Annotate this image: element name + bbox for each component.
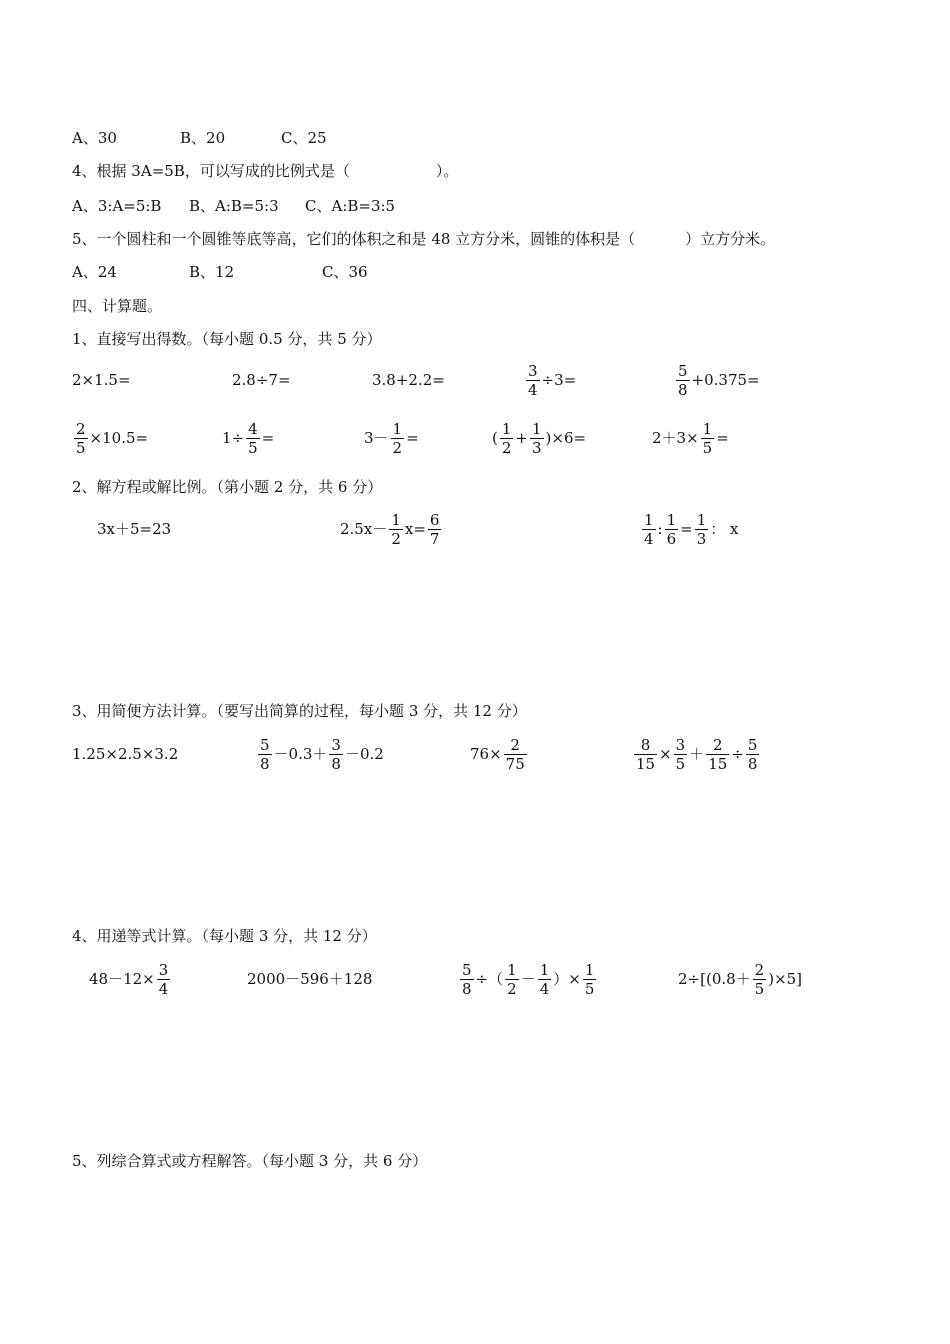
q3-option-b: B、20 xyxy=(180,129,226,147)
p1-expr-2: 2.8÷7= xyxy=(232,370,291,389)
p2-proportion-3: $\frac{1}{4}$ : $\frac{1}{6}$ = $\frac{1}{3}$ ： x xyxy=(644,510,739,548)
q4-option-b: B、A:B=5:3 xyxy=(189,197,279,215)
q4-option-a: A、3:A=5:B xyxy=(72,197,162,215)
p1-expr-8: 3－ $\frac{1}{2}$ = xyxy=(364,419,419,457)
fraction: $\frac{2}{15}$ xyxy=(708,735,728,773)
p1-expr-10: 2＋3× $\frac{1}{5}$ = xyxy=(652,419,729,457)
q3-option-c: C、25 xyxy=(281,129,327,147)
fraction: $\frac{1}{6}$ xyxy=(666,510,677,548)
fraction: $\frac{1}{3}$ xyxy=(696,510,707,548)
part3-title: 3、用简便方法计算。（要写出简算的过程，每小题 3 分，共 12 分） xyxy=(72,702,527,720)
p2-equation-1: 3x＋5=23 xyxy=(97,519,172,538)
p1-expr-3: 3.8+2.2= xyxy=(372,370,445,389)
q5-text-post: ）立方分米。 xyxy=(685,230,776,248)
fraction: $\frac{3}{8}$ xyxy=(331,735,341,773)
part1-title: 1、直接写出得数。（每小题 0.5 分，共 5 分） xyxy=(72,330,382,348)
p1-expr-7: 1÷ $\frac{4}{5}$ = xyxy=(222,419,275,457)
p3-expr-3: 76× $\frac{2}{75}$ xyxy=(470,735,525,773)
p4-expr-2: 2000－596＋128 xyxy=(247,969,373,988)
fraction: $\frac{1}{5}$ xyxy=(702,419,713,457)
fraction: $\frac{1}{3}$ xyxy=(531,419,542,457)
part4-title: 4、用递等式计算。（每小题 3 分，共 12 分） xyxy=(72,927,377,945)
fraction: $\frac{5}{8}$ xyxy=(462,960,472,998)
q4-text-pre: 4、根据 3A=5B，可以写成的比例式是（ xyxy=(72,162,350,180)
fraction: $\frac{2}{75}$ xyxy=(505,735,525,773)
p1-expr-5: $\frac{5}{8}$ +0.375= xyxy=(678,361,760,399)
q5-option-a: A、24 xyxy=(72,263,117,281)
fraction: $\frac{1}{2}$ xyxy=(392,419,403,457)
fraction: $\frac{1}{4}$ xyxy=(644,510,654,548)
fraction: $\frac{1}{2}$ xyxy=(391,510,401,548)
q4-option-c: C、A:B=3:5 xyxy=(305,197,396,215)
fraction: $\frac{5}{8}$ xyxy=(747,735,758,773)
fraction: $\frac{1}{2}$ xyxy=(507,960,517,998)
q5-option-c: C、36 xyxy=(322,263,368,281)
fraction: $\frac{2}{5}$ xyxy=(76,419,86,457)
p2-equation-2: 2.5x－ $\frac{1}{2}$ x= $\frac{6}{7}$ xyxy=(340,510,440,548)
fraction: $\frac{8}{15}$ xyxy=(636,735,656,773)
p1-expr-1: 2×1.5= xyxy=(72,370,131,389)
fraction: $\frac{4}{5}$ xyxy=(248,419,258,457)
q5-option-b: B、12 xyxy=(189,263,235,281)
q5-text-pre: 5、一个圆柱和一个圆锥等底等高，它们的体积之和是 48 立方分米，圆锥的体积是（ xyxy=(72,230,636,248)
fraction: $\frac{1}{4}$ xyxy=(539,960,550,998)
part5-title: 5、列综合算式或方程解答。（每小题 3 分，共 6 分） xyxy=(72,1152,428,1170)
fraction: $\frac{5}{8}$ xyxy=(678,361,688,399)
p3-expr-2: $\frac{5}{8}$ －0.3＋ $\frac{3}{8}$ －0.2 xyxy=(260,735,384,773)
p3-expr-4: $\frac{8}{15}$ × $\frac{3}{5}$ ＋ $\frac{2}{15}$ ÷ $\frac{5}{8}$ xyxy=(636,735,758,773)
fraction: $\frac{5}{8}$ xyxy=(260,735,270,773)
part2-title: 2、解方程或解比例。（第小题 2 分，共 6 分） xyxy=(72,478,383,496)
p1-expr-9: ( $\frac{1}{2}$ + $\frac{1}{3}$ )×6= xyxy=(492,419,587,457)
p1-expr-6: $\frac{2}{5}$ ×10.5= xyxy=(76,419,149,457)
fraction: $\frac{3}{4}$ xyxy=(158,960,169,998)
section-title: 四、计算题。 xyxy=(72,297,163,315)
q3-option-a: A、30 xyxy=(72,129,117,147)
q4-text-post: ）。 xyxy=(435,162,459,180)
p1-expr-4: $\frac{3}{4}$ ÷3= xyxy=(528,361,577,399)
fraction: $\frac{2}{5}$ xyxy=(754,960,765,998)
p4-expr-4: 2÷[(0.8＋ $\frac{2}{5}$ )×5] xyxy=(678,960,803,998)
fraction: $\frac{6}{7}$ xyxy=(429,510,440,548)
q4-question xyxy=(72,161,458,181)
p4-expr-3: $\frac{5}{8}$ ÷（ $\frac{1}{2}$ － $\frac{1}{4}$ ）× $\frac{1}{5}$ xyxy=(462,960,595,998)
fraction: $\frac{3}{4}$ xyxy=(528,361,538,399)
fraction: $\frac{3}{5}$ xyxy=(675,735,686,773)
p4-expr-1: 48－12× $\frac{3}{4}$ xyxy=(89,960,169,998)
fraction: $\frac{1}{2}$ xyxy=(501,419,512,457)
p3-expr-1: 1.25×2.5×3.2 xyxy=(72,744,179,763)
fraction: $\frac{1}{5}$ xyxy=(584,960,595,998)
q5-question xyxy=(72,229,775,249)
